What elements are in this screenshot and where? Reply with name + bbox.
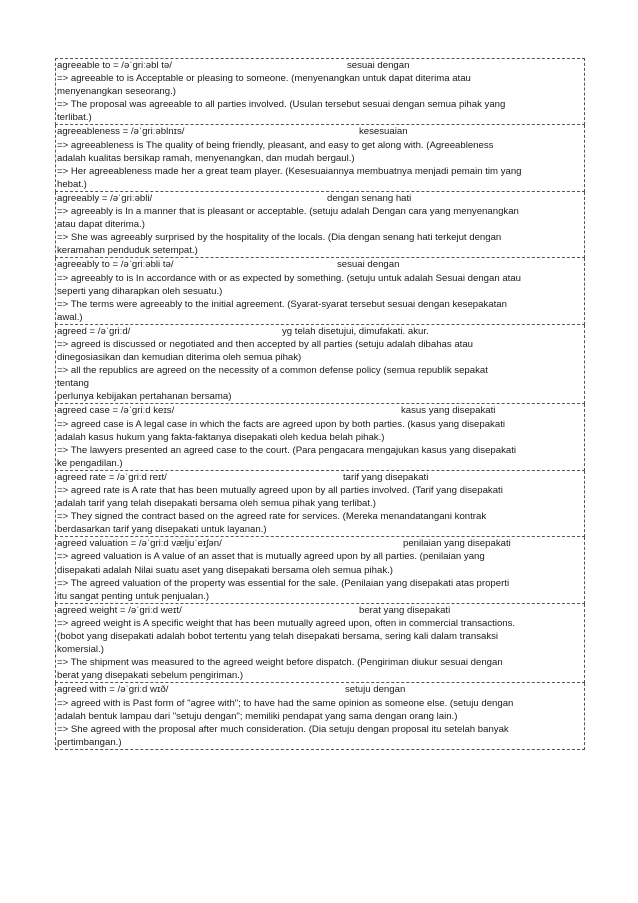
dictionary-entry	[55, 258, 585, 324]
entry-text-line: => agreed valuation is A value of an asset that is mutually agreed upon by all parties. (penilaian yang	[57, 551, 485, 563]
entry-term: agreed valuation = /əˈɡriːd væljuˈeɪʃən/	[57, 538, 222, 550]
entry-headline	[57, 537, 583, 550]
entry-headline	[57, 192, 583, 205]
entry-text-line: => The terms were agreeably to the initial agreement. (Syarat-syarat tersebut sesuai dengan kesepakatan	[57, 298, 507, 310]
entry-text-line: => The agreed valuation of the property was essential for the sale. (Penilaian yang disepakati atas properti	[57, 577, 510, 589]
dictionary-entry	[55, 537, 585, 603]
entry-text-line: => agreeable to is Acceptable or pleasing to someone. (menyenangkan untuk dapat diterima atau	[57, 73, 471, 85]
entry-term: agreed weight = /əˈɡriːd weɪt/	[57, 604, 182, 616]
entry-text-line: => She agreed with the proposal after much consideration. (Dia setuju dengan proposal itu setelah banyak	[57, 723, 509, 735]
entry-translation: penilaian yang disepakati	[403, 538, 511, 550]
entry-text-line: adalah kasus hukum yang fakta-faktanya disepakati oleh kedua belah pihak.)	[57, 431, 385, 443]
entry-headline	[57, 471, 583, 484]
entry-text-line: atau dapat diterima.)	[57, 219, 145, 231]
dictionary-entry	[55, 192, 585, 258]
entry-text-line: => The shipment was measured to the agreed weight before dispatch. (Pengiriman diukur sesuai dengan	[57, 657, 503, 669]
entry-translation: yg telah disetujui, dimufakati. akur.	[282, 325, 429, 337]
entry-text-line: itu sangat penting untuk penjualan.)	[57, 590, 210, 602]
entry-term: agreeableness = /əˈɡriːəblnɪs/	[57, 126, 185, 138]
entry-text-line: => agreed weight is A specific weight that has been mutually agreed upon, often in commercial transactions.	[57, 617, 516, 629]
entry-translation: dengan senang hati	[327, 192, 412, 204]
entry-text-line: menyenangkan seseorang.)	[57, 86, 176, 98]
entry-headline	[57, 683, 583, 696]
dictionary-entry	[55, 325, 585, 405]
entry-text-line: tentang	[57, 378, 90, 390]
entry-text-line: => agreeably to is In accordance with or as expected by something. (setuju untuk adalah Sesuai dengan atau	[57, 272, 521, 284]
entry-text-line: seperti yang diharapkan oleh sesuatu.)	[57, 285, 223, 297]
entry-translation: sesuai dengan	[347, 60, 410, 71]
entry-text-line: adalah kualitas bersikap ramah, menyenangkan, dan mudah bergaul.)	[57, 152, 355, 164]
entry-text-line: => agreed rate is A rate that has been mutually agreed upon by all parties involved. (Tarif yang disepakati	[57, 485, 503, 496]
entry-headline	[57, 325, 583, 338]
entry-text-line: berdasarkan tarif yang disepakati untuk layanan.)	[57, 524, 267, 536]
dictionary-entry	[55, 471, 585, 537]
entry-text-line: => Her agreeableness made her a great team player. (Kesesuaiannya membuatnya menjadi pemain tim yang	[57, 165, 522, 177]
entry-term: agreeably to = /əˈɡriːəbli tə/	[57, 259, 174, 271]
entry-text-line: disepakati adalah Nilai suatu aset yang disepakati bersama oleh semua pihak.)	[57, 564, 393, 576]
entry-text-line: => all the republics are agreed on the necessity of a common defense policy (semua republik sepakat	[57, 365, 488, 377]
entry-text-line: dinegosiasikan dan kemudian diterima oleh semua pihak)	[57, 352, 302, 364]
entry-text-line: => The lawyers presented an agreed case to the court. (Para pengacara mengajukan kasus yang disepakati	[57, 444, 517, 456]
entry-text-line: => agreeably is In a manner that is pleasant or acceptable. (setuju adalah Dengan cara yang menyenangkan	[57, 206, 519, 218]
entry-text-line: hebat.)	[57, 178, 87, 190]
entry-text-line: => agreeableness is The quality of being friendly, pleasant, and easy to get along with. (Agreeableness	[57, 139, 494, 151]
entry-term: agreeably = /əˈɡriːəbli/	[57, 192, 153, 204]
entry-translation: kesesuaian	[359, 126, 408, 138]
dictionary-entry	[55, 604, 585, 684]
dictionary-entry	[55, 125, 585, 191]
entry-text-line: keramahan penduduk setempat.)	[57, 245, 198, 257]
entry-headline	[57, 404, 583, 417]
entry-text-line: awal.)	[57, 311, 83, 323]
entry-translation: sesuai dengan	[337, 259, 400, 271]
entry-text-line: => agreed is discussed or negotiated and then accepted by all parties (setuju adalah dibahas atau	[57, 338, 474, 350]
entry-term: agreed rate = /əˈɡriːd reɪt/	[57, 471, 167, 483]
entry-text-line: terlibat.)	[57, 112, 92, 124]
entry-text-line: => agreed with is Past form of "agree with"; to have had the same opinion as someone else. (setuju dengan	[57, 697, 514, 709]
entry-translation: kasus yang disepakati	[401, 405, 496, 417]
entry-text-line: (bobot yang disepakati adalah bobot tertentu yang telah disepakati bersama, sering kali dalam transaksi	[57, 631, 499, 643]
entry-text-line: => She was agreeably surprised by the hospitality of the locals. (Dia dengan senang hati terkejut dengan	[57, 232, 502, 244]
dictionary-page	[55, 58, 585, 750]
entry-headline	[57, 258, 583, 271]
entry-text-line: komersial.)	[57, 644, 104, 656]
entry-translation: berat yang disepakati	[359, 604, 451, 616]
entry-translation: tarif yang disepakati	[343, 471, 429, 483]
entry-text-line: => They signed the contract based on the agreed rate for services. (Mereka menandatangani kontrak	[57, 511, 487, 523]
entry-headline	[57, 125, 583, 138]
entry-text-line: berat yang disepakati sebelum pengiriman.)	[57, 670, 244, 682]
entry-translation: setuju dengan	[345, 684, 406, 696]
entry-text-line: pertimbangan.)	[57, 736, 122, 748]
entry-text-line: => The proposal was agreeable to all parties involved. (Usulan tersebut sesuai dengan semua pihak yang	[57, 99, 506, 111]
dictionary-entry	[55, 58, 585, 125]
dictionary-entry	[55, 404, 585, 470]
entry-text-line: perlunya kebijakan pertahanan bersama)	[57, 391, 232, 403]
entry-text-line: adalah bentuk lampau dari "setuju dengan"; memiliki pendapat yang sama dengan orang lain.)	[57, 710, 458, 722]
entry-term: agreed with = /əˈɡriːd wɪð/	[57, 684, 169, 696]
entry-term: agreed = /əˈɡriːd/	[57, 325, 131, 337]
entry-headline	[57, 59, 583, 72]
entry-text-line: adalah tarif yang telah disepakati bersama oleh semua pihak yang terlibat.)	[57, 498, 376, 510]
dictionary-entry	[55, 683, 585, 749]
entry-text-line: => agreed case is A legal case in which the facts are agreed upon by both parties. (kasus yang disepakati	[57, 418, 505, 430]
entry-headline	[57, 604, 583, 617]
entry-term: agreed case = /əˈɡriːd keɪs/	[57, 405, 175, 417]
entry-text-line: ke pengadilan.)	[57, 457, 123, 469]
entry-term: agreeable to = /əˈɡriːəbl tə/	[57, 60, 172, 71]
